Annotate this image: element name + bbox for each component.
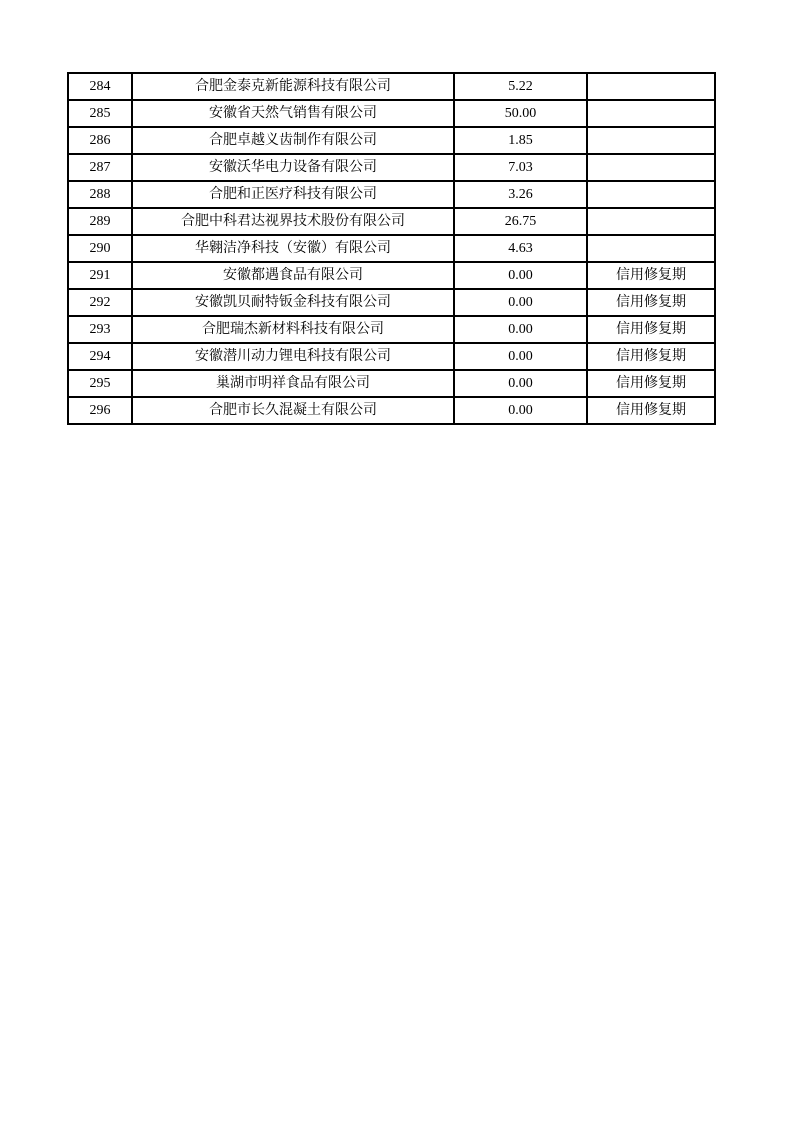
company-name: 安徽沃华电力设备有限公司: [132, 154, 454, 181]
amount-value: 0.00: [454, 262, 587, 289]
status-cell: 信用修复期: [587, 262, 715, 289]
table-row: [68, 127, 715, 154]
table-row: [68, 73, 715, 100]
row-number: 296: [68, 397, 132, 424]
amount-value: 5.22: [454, 73, 587, 100]
company-name: 合肥和正医疗科技有限公司: [132, 181, 454, 208]
amount-value: 1.85: [454, 127, 587, 154]
status-cell: [587, 73, 715, 100]
table-row: [68, 316, 715, 343]
company-name: 安徽潜川动力锂电科技有限公司: [132, 343, 454, 370]
amount-value: 4.63: [454, 235, 587, 262]
company-name: 合肥卓越义齿制作有限公司: [132, 127, 454, 154]
company-name: 安徽凯贝耐特钣金科技有限公司: [132, 289, 454, 316]
amount-value: 50.00: [454, 100, 587, 127]
amount-value: 0.00: [454, 370, 587, 397]
company-name: 安徽都遇食品有限公司: [132, 262, 454, 289]
status-cell: [587, 154, 715, 181]
row-number: 286: [68, 127, 132, 154]
row-number: 285: [68, 100, 132, 127]
company-name: 巢湖市明祥食品有限公司: [132, 370, 454, 397]
row-number: 295: [68, 370, 132, 397]
company-name: 华翱洁净科技（安徽）有限公司: [132, 235, 454, 262]
table-row: [68, 289, 715, 316]
row-number: 289: [68, 208, 132, 235]
table-row: [68, 154, 715, 181]
table-row: [68, 262, 715, 289]
amount-value: 3.26: [454, 181, 587, 208]
amount-value: 0.00: [454, 397, 587, 424]
amount-value: 0.00: [454, 343, 587, 370]
table-row: [68, 343, 715, 370]
company-name: 合肥金泰克新能源科技有限公司: [132, 73, 454, 100]
table-row: [68, 208, 715, 235]
table-row: [68, 235, 715, 262]
status-cell: [587, 208, 715, 235]
row-number: 291: [68, 262, 132, 289]
status-cell: 信用修复期: [587, 397, 715, 424]
row-number: 290: [68, 235, 132, 262]
status-cell: 信用修复期: [587, 289, 715, 316]
company-name: 合肥市长久混凝土有限公司: [132, 397, 454, 424]
status-cell: 信用修复期: [587, 316, 715, 343]
table-row: [68, 181, 715, 208]
company-name: 安徽省天然气销售有限公司: [132, 100, 454, 127]
status-cell: [587, 127, 715, 154]
table-row: [68, 100, 715, 127]
row-number: 294: [68, 343, 132, 370]
company-name: 合肥瑞杰新材料科技有限公司: [132, 316, 454, 343]
row-number: 292: [68, 289, 132, 316]
company-table: [67, 72, 716, 425]
row-number: 284: [68, 73, 132, 100]
status-cell: 信用修复期: [587, 343, 715, 370]
row-number: 288: [68, 181, 132, 208]
company-name: 合肥中科君达视界技术股份有限公司: [132, 208, 454, 235]
status-cell: 信用修复期: [587, 370, 715, 397]
amount-value: 0.00: [454, 289, 587, 316]
status-cell: [587, 235, 715, 262]
status-cell: [587, 100, 715, 127]
amount-value: 0.00: [454, 316, 587, 343]
status-cell: [587, 181, 715, 208]
table-row: [68, 370, 715, 397]
amount-value: 26.75: [454, 208, 587, 235]
table-row: [68, 397, 715, 424]
row-number: 287: [68, 154, 132, 181]
amount-value: 7.03: [454, 154, 587, 181]
row-number: 293: [68, 316, 132, 343]
